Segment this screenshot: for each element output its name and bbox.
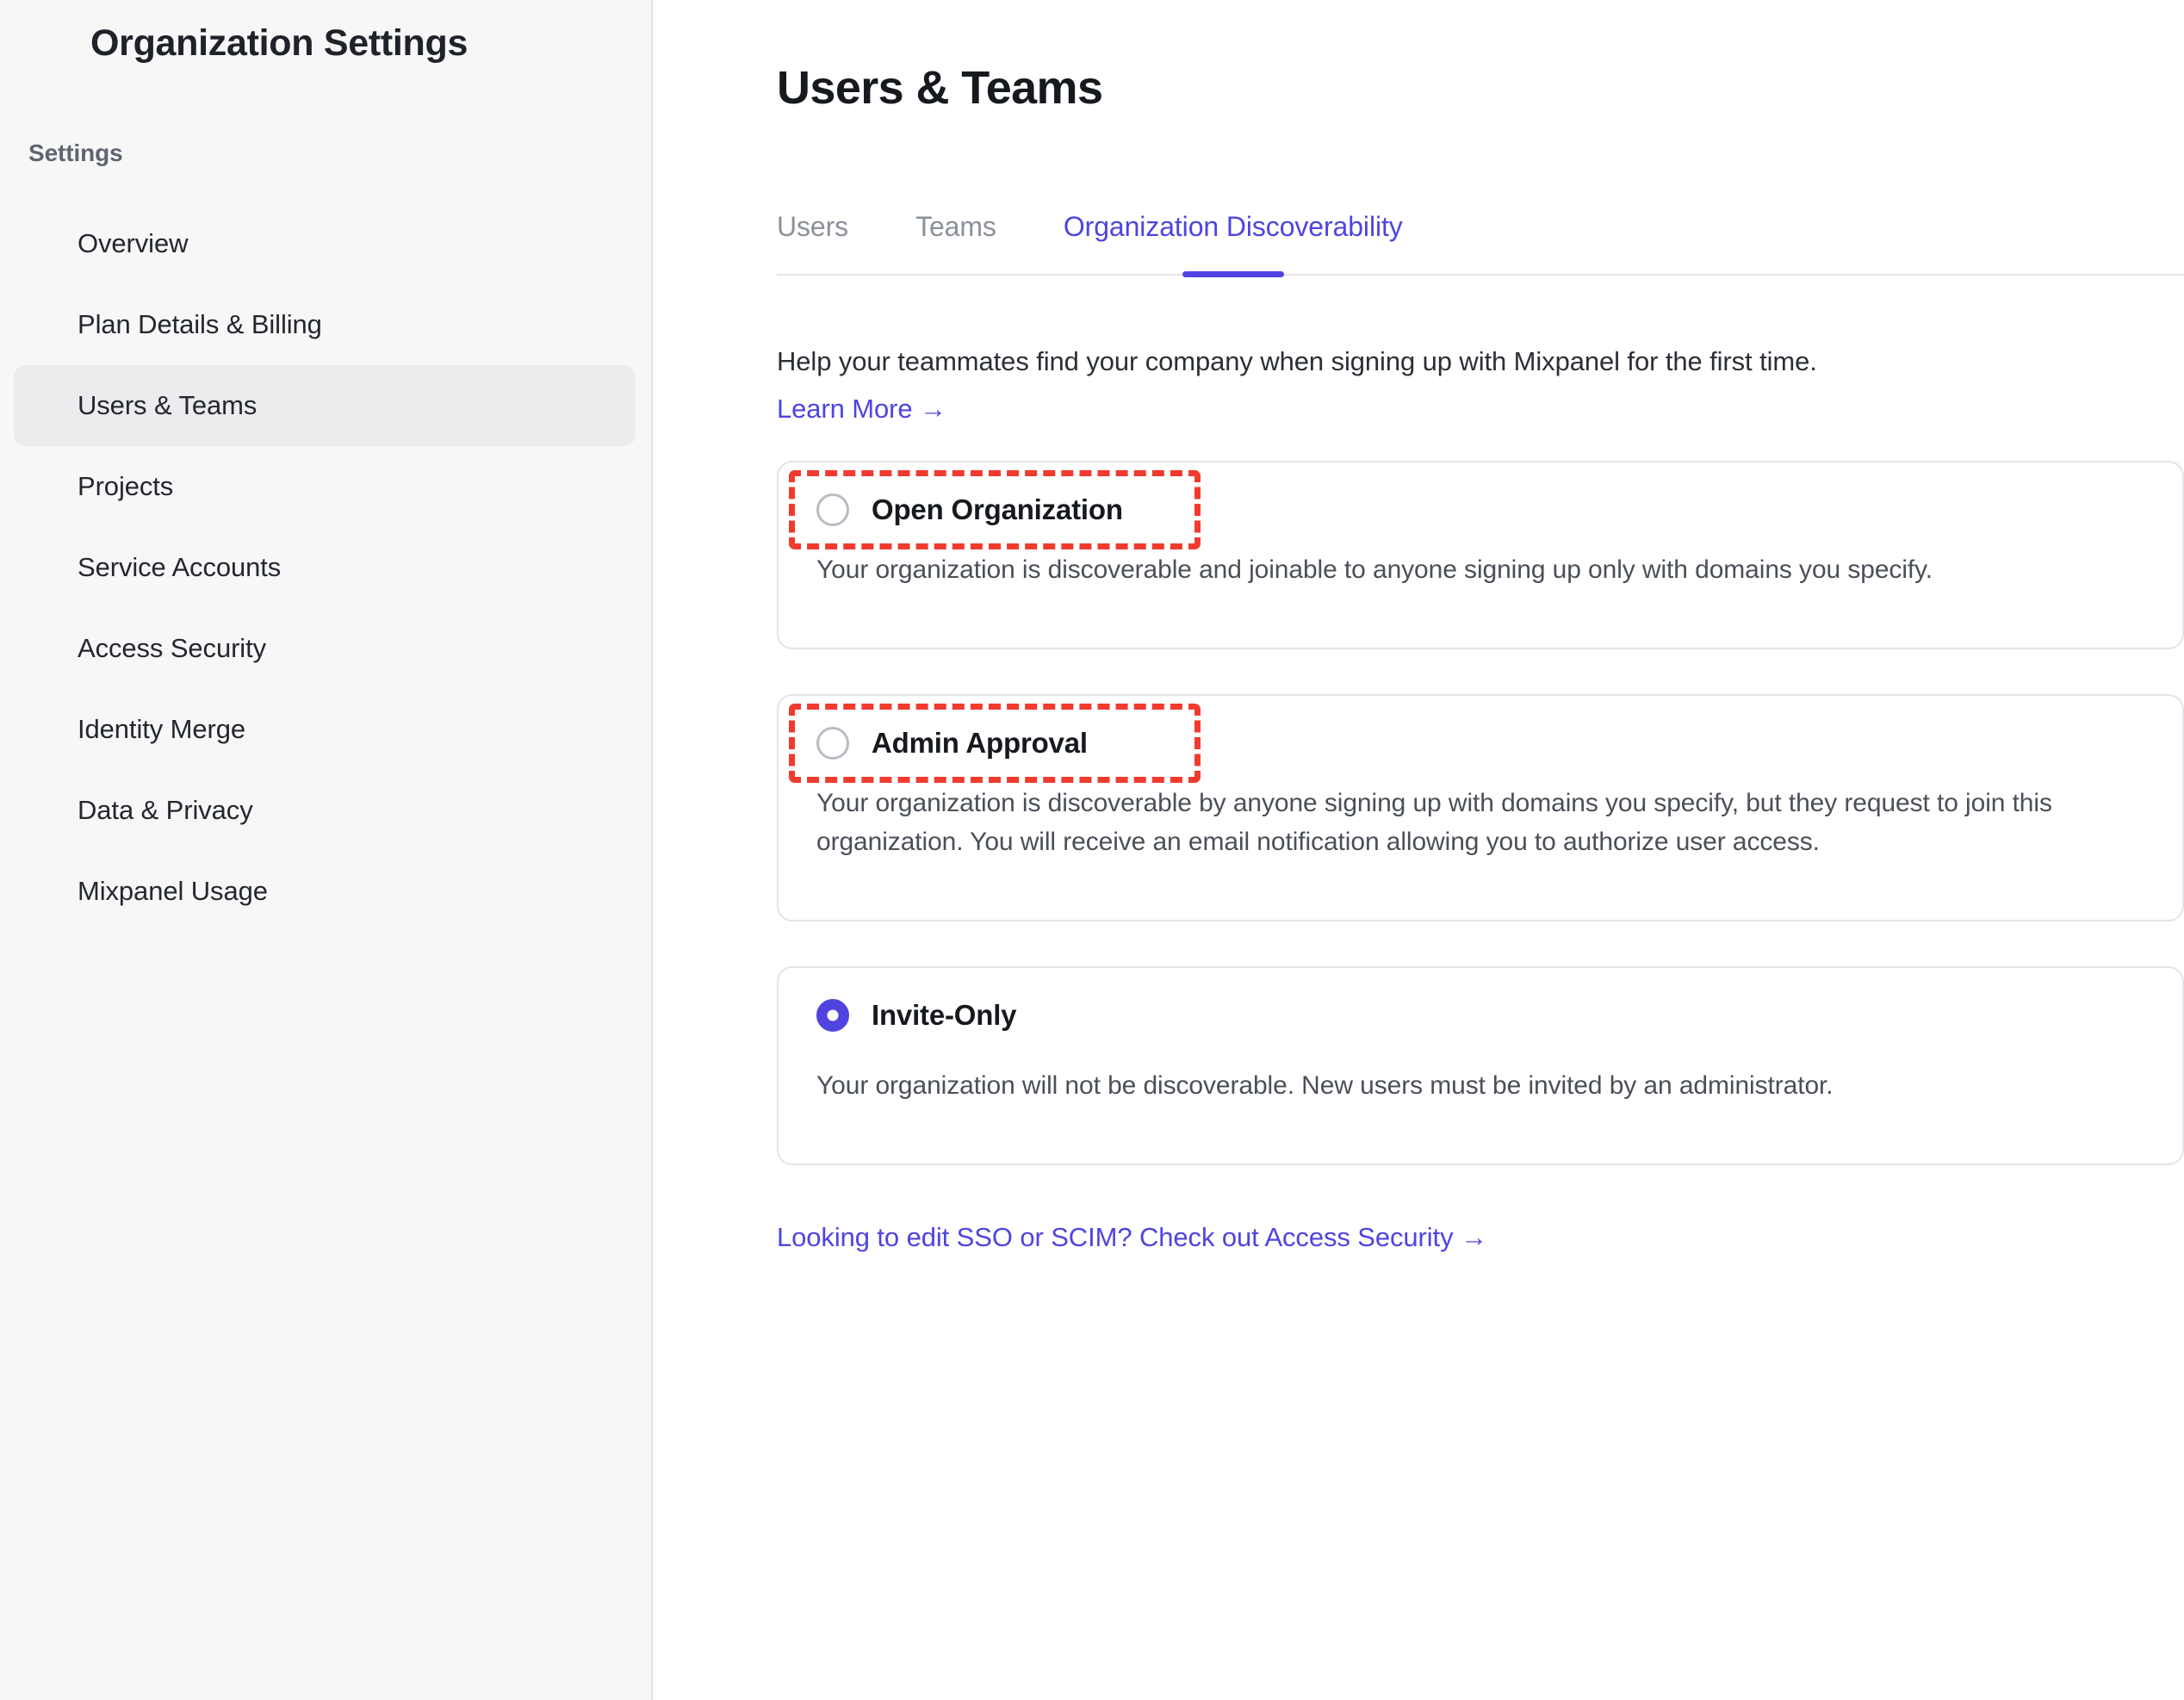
sidebar-item-label: Identity Merge [78, 713, 246, 744]
sidebar-section-label: Settings [28, 139, 123, 166]
option-label: Open Organization [872, 493, 1123, 526]
tab-users[interactable] [777, 211, 848, 274]
access-security-link[interactable]: Looking to edit SSO or SCIM? Check out Access Security → [777, 1222, 1487, 1253]
option-row[interactable] [816, 999, 1016, 1032]
option-card-invite-only[interactable] [777, 966, 2184, 1165]
tab-label: Users [777, 211, 849, 243]
option-card-open-organization[interactable] [777, 461, 2184, 649]
tab-label: Teams [915, 211, 996, 243]
option-label: Admin Approval [872, 727, 1088, 760]
sidebar-item-access-security[interactable] [14, 608, 636, 689]
sidebar-item-data-privacy[interactable] [14, 770, 636, 851]
intro-text: Help your teammates find your company when signing up with Mixpanel for the first time. [777, 346, 1817, 377]
option-description: Your organization will not be discoverable. New users must be invited by an administrator. [816, 1071, 1833, 1101]
option-row[interactable] [816, 727, 1088, 760]
sidebar-item-projects[interactable] [14, 446, 636, 527]
sidebar-item-label: Mixpanel Usage [78, 875, 268, 906]
sidebar-title: Organization Settings [90, 22, 468, 64]
sidebar-item-label: Plan Details & Billing [78, 308, 322, 339]
sidebar-item-identity-merge[interactable] [14, 689, 636, 770]
option-label: Invite-Only [872, 999, 1017, 1032]
sidebar-nav [0, 203, 651, 932]
sidebar-item-label: Overview [78, 227, 189, 258]
tab-organization-discoverability[interactable] [1064, 211, 1403, 274]
sidebar-item-overview[interactable] [14, 203, 636, 284]
sidebar-item-users-teams[interactable] [14, 365, 636, 446]
page-title: Users & Teams [777, 62, 1103, 115]
sidebar [0, 0, 653, 1700]
sidebar-item-label: Access Security [78, 632, 267, 663]
option-card-admin-approval[interactable] [777, 694, 2184, 921]
sidebar-item-label: Projects [78, 470, 174, 501]
tab-teams[interactable] [915, 211, 996, 274]
radio-admin-approval[interactable] [816, 727, 849, 760]
sidebar-item-label: Users & Teams [78, 389, 257, 420]
radio-open-organization[interactable] [816, 493, 849, 526]
option-description: Your organization is discoverable and joinable to anyone signing up only with domains you specify. [816, 555, 1933, 585]
tab-bar [777, 211, 2184, 276]
option-row[interactable] [816, 493, 1123, 526]
learn-more-link[interactable]: Learn More → [777, 394, 946, 425]
main-content [653, 0, 2184, 1700]
radio-invite-only[interactable] [816, 999, 849, 1032]
sidebar-item-service-accounts[interactable] [14, 527, 636, 608]
tab-label: Organization Discoverability [1063, 211, 1403, 243]
sidebar-item-mixpanel-usage[interactable] [14, 851, 636, 932]
sidebar-item-label: Data & Privacy [78, 794, 253, 825]
option-description: Your organization is discoverable by anyone signing up with domains you specify, but they request to join this organization. You will receive an email notification allowing you to authorize user access. [816, 789, 2052, 857]
sidebar-item-label: Service Accounts [78, 551, 282, 582]
sidebar-item-plan-details-billing[interactable] [14, 284, 636, 365]
